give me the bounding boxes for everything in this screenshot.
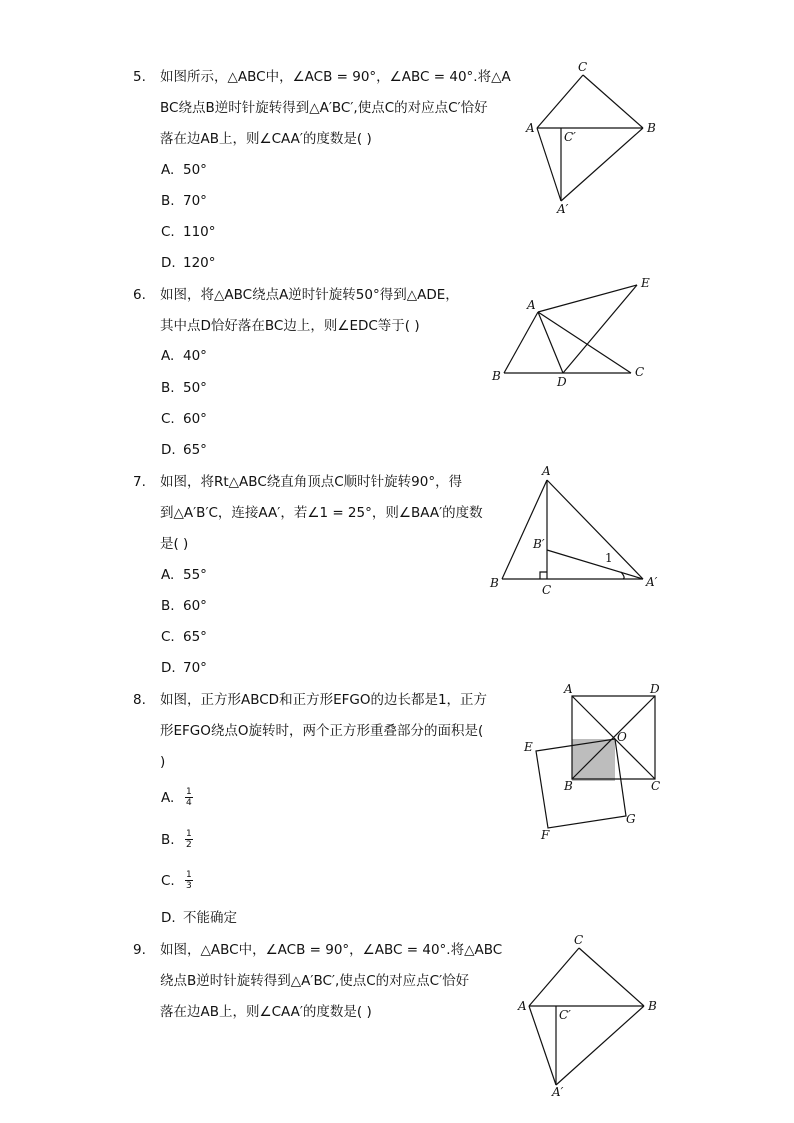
label-e: E	[641, 276, 650, 290]
question-8-number: 8.	[133, 692, 146, 708]
label-o: O	[617, 730, 627, 744]
question-8-text-line-1: 如图，正方形ABCD和正方形EFGO的边长都是1，正方	[160, 692, 488, 708]
question-6-option-b[interactable]: B. 50°	[161, 380, 207, 396]
label-c-prime: C′	[559, 1008, 571, 1022]
segment-de	[563, 285, 637, 373]
label-b: B	[647, 121, 656, 135]
segment-ae	[538, 285, 637, 312]
question-7-option-c[interactable]: C. 65°	[161, 629, 207, 645]
label-c: C	[651, 779, 661, 793]
question-7-text-line-1: 如图，将Rt△ABC绕直角顶点C顺时针旋转90°，得	[160, 474, 463, 490]
label-c: C	[635, 365, 645, 379]
label-a: A	[564, 682, 573, 696]
segment-ab	[502, 480, 547, 579]
label-b: B	[648, 999, 657, 1013]
segment-ac	[538, 312, 631, 373]
question-6-option-a[interactable]: A. 40°	[161, 348, 207, 364]
question-8-text-line-2: 形EFGO绕点O旋转时，两个正方形重叠部分的面积是(	[160, 723, 484, 739]
question-7-option-d[interactable]: D. 70°	[161, 660, 207, 676]
question-7-number: 7.	[133, 474, 146, 490]
label-a: A	[542, 464, 551, 478]
label-g: G	[626, 812, 636, 826]
question-5-option-b[interactable]: B. 70°	[161, 193, 207, 209]
question-5-option-d[interactable]: D. 120°	[161, 255, 216, 271]
fraction-one-half: $\frac{1}{2}$	[186, 829, 192, 850]
label-d: D	[650, 682, 660, 696]
fraction-one-quarter: $\frac{1}{4}$	[186, 787, 192, 808]
label-b: B	[490, 576, 499, 590]
question-7-text-line-3: 是( )	[160, 536, 189, 552]
question-7-option-a[interactable]: A. 55°	[161, 567, 207, 583]
label-a-prime: A′	[557, 202, 569, 216]
segment-aa1	[529, 1006, 556, 1085]
question-5-text-line-1: 如图所示，△ABC中，∠ACB = 90°，∠ABC = 40°.将△A	[160, 69, 511, 85]
question-6-number: 6.	[133, 287, 146, 303]
question-9-text-line-3: 落在边AB上，则∠CAA′的度数是( )	[160, 1004, 372, 1020]
segment-ab	[504, 312, 538, 373]
label-a: A	[518, 999, 527, 1013]
question-8-option-d[interactable]: D. 不能确定	[161, 910, 237, 926]
question-9-text-line-1: 如图，△ABC中，∠ACB = 90°，∠ABC = 40°.将△ABC	[160, 942, 503, 958]
question-8-figure	[515, 678, 675, 848]
question-5-text-line-3: 落在边AB上，则∠CAA′的度数是( )	[160, 131, 372, 147]
segment-ac	[529, 948, 579, 1006]
question-5-figure	[520, 58, 670, 218]
question-9-text-line-2: 绕点B逆时针旋转得到△A′BC′,使点C的对应点C′恰好	[160, 973, 470, 989]
question-6-figure	[485, 272, 665, 392]
question-5-text-line-2: BC绕点B逆时针旋转得到△A′BC′,使点C的对应点C′恰好	[160, 100, 488, 116]
label-a-prime: A′	[552, 1085, 564, 1099]
question-7-figure	[485, 460, 670, 602]
question-6-option-c[interactable]: C. 60°	[161, 411, 207, 427]
question-6-text-line-2: 其中点D恰好落在BC边上，则∠EDC等于( )	[160, 318, 420, 334]
label-c: C	[574, 933, 584, 947]
label-a: A	[526, 121, 535, 135]
question-8-option-b[interactable]: B. $\frac{1}{2}$	[161, 829, 192, 850]
label-angle-1: 1	[605, 551, 613, 565]
segment-ac	[537, 75, 583, 128]
question-6-text-line-1: 如图，将△ABC绕点A逆时针旋转50°得到△ADE，	[160, 287, 459, 303]
right-angle-mark	[540, 572, 547, 579]
question-6-option-d[interactable]: D. 65°	[161, 442, 207, 458]
label-a: A	[527, 298, 536, 312]
question-8-option-c[interactable]: C. $\frac{1}{3}$	[161, 870, 192, 891]
label-e: E	[524, 740, 533, 754]
question-5-option-a[interactable]: A. 50°	[161, 162, 207, 178]
question-7-text-line-2: 到△A′B′C，连接AA′，若∠1 = 25°，则∠BAA′的度数	[160, 505, 483, 521]
fraction-one-third: $\frac{1}{3}$	[186, 870, 192, 891]
label-f: F	[541, 828, 550, 842]
question-9-number: 9.	[133, 942, 146, 958]
segment-aa1	[537, 128, 561, 201]
label-c: C	[578, 60, 588, 74]
overlap-shaded-region	[572, 739, 615, 781]
label-b-prime: B′	[533, 537, 545, 551]
question-5-number: 5.	[133, 69, 146, 85]
segment-cb	[583, 75, 643, 128]
label-a-prime: A′	[646, 575, 658, 589]
question-9-figure	[512, 930, 662, 1100]
label-c: C	[542, 583, 552, 597]
segment-cb	[579, 948, 644, 1006]
question-5-option-c[interactable]: C. 110°	[161, 224, 216, 240]
label-b: B	[492, 369, 501, 383]
label-c-prime: C′	[564, 130, 576, 144]
question-8-option-a[interactable]: A. $\frac{1}{4}$	[161, 787, 192, 808]
label-b: B	[564, 779, 573, 793]
question-8-text-line-3: )	[160, 754, 166, 770]
segment-ad	[538, 312, 563, 373]
question-7-option-b[interactable]: B. 60°	[161, 598, 207, 614]
label-d: D	[557, 375, 567, 389]
